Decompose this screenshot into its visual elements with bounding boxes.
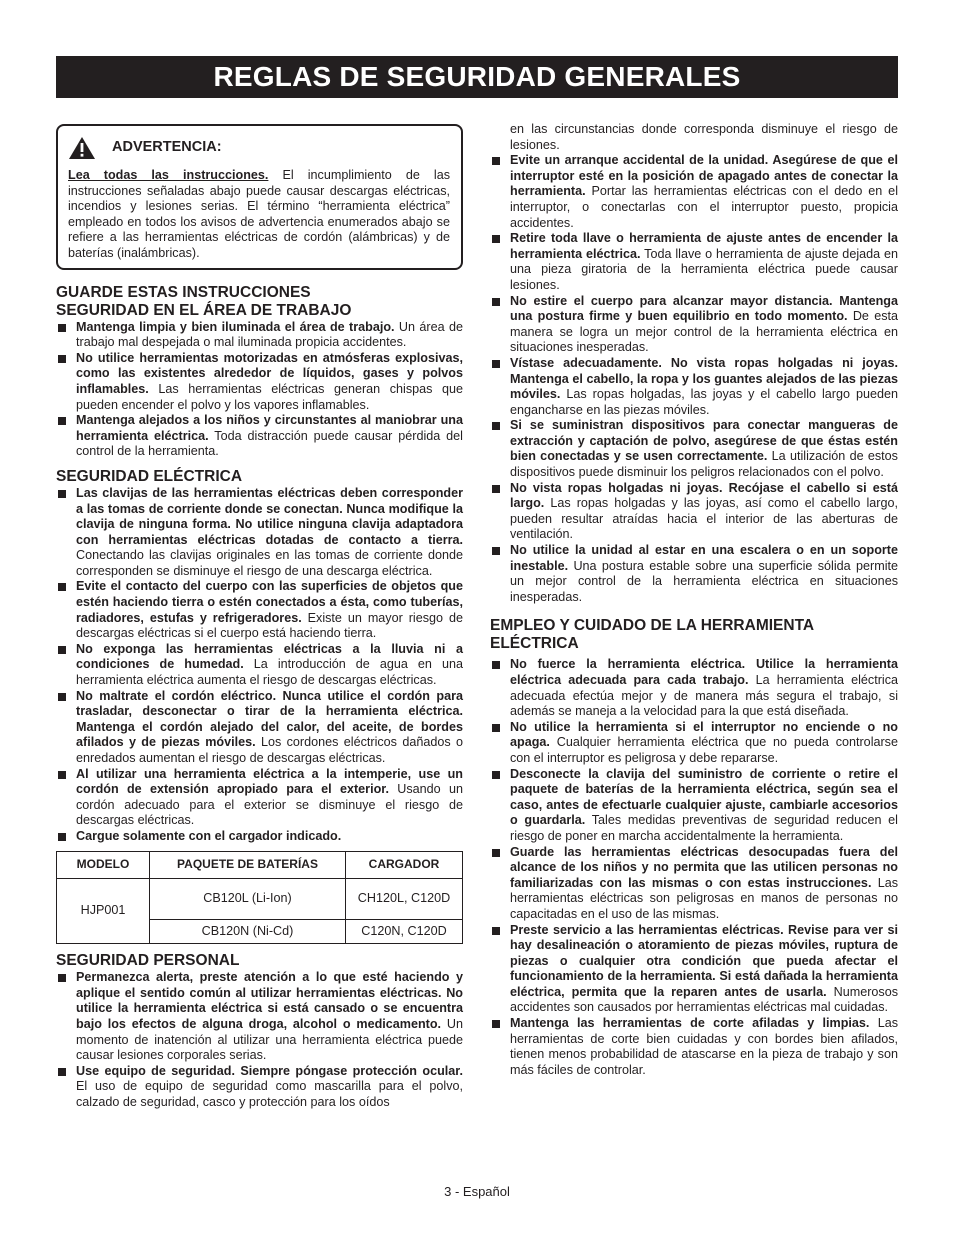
list-item-text: La introducción de agua en una herramienta eléctrica aumenta el riesgo de descargas eléctricas. (76, 657, 463, 688)
list-item-bold: Vístase adecuadamente. No vista ropas holgadas ni joyas. Mantenga el cabello, la ropa y los guantes alejados de las piezas móviles. (510, 355, 898, 402)
list-item-text: Numerosos accidentes son causados por herramientas eléctricas mal cuidadas. (510, 984, 899, 1015)
list-item (56, 689, 463, 767)
bullet-square-icon (58, 1068, 66, 1076)
bullet-square-icon (492, 661, 500, 669)
bullet-square-icon (58, 417, 66, 425)
list-item (56, 579, 463, 641)
list-item-text: Existe un mayor riesgo de descargas eléctricas si el cuerpo está haciendo tierra. (76, 610, 463, 641)
list-item (56, 767, 463, 829)
section-heading-save: GUARDE ESTAS INSTRUCCIONES (56, 283, 311, 301)
list-item (490, 481, 898, 543)
page-title: REGLAS DE SEGURIDAD GENERALES (213, 61, 741, 92)
bullet-square-icon (492, 927, 500, 935)
list-item-text: Toda llave o herramienta de ajuste dejada en una pieza giratoria de la herramienta eléctrica puede causar lesiones. (510, 246, 898, 292)
warning-heading (68, 136, 450, 160)
table-header-pack: PAQUETE DE BATERÍAS (150, 851, 346, 878)
list-item (490, 418, 898, 480)
table-header-charger: CARGADOR (346, 851, 463, 878)
list-item (56, 829, 463, 845)
list-item-text: Las herramientas eléctricas son peligrosas en manos de personas no capacitadas en el uso de las mismas. (510, 875, 898, 921)
list-item (490, 294, 898, 356)
list-item-bold: No vista ropas holgadas ni joyas. Recójase el cabello si está largo. (510, 480, 898, 511)
section-heading-personal: SEGURIDAD PERSONAL (56, 952, 240, 970)
list-item (56, 486, 463, 580)
list-item (490, 153, 898, 231)
list-item-bold: Mantenga las herramientas de corte afiladas y limpias. (510, 1016, 870, 1031)
bullet-square-icon (58, 355, 66, 363)
list-item (490, 657, 898, 719)
bullet-square-icon (492, 724, 500, 732)
list-item-bold: Guarde las herramientas eléctricas desocupadas fuera del alcance de los niños y no permita que las utilicen personas no familiarizadas con las mismas o con estas instrucciones. (510, 844, 898, 890)
electrical-list (56, 486, 463, 845)
list-item (490, 543, 898, 605)
list-item-bold: Evite el contacto del cuerpo con las superficies de objetos que estén haciendo tierra o estén conectados a ésta, como tuberías, radiadores, estufas y refrigeradores. (76, 579, 463, 625)
personal-list (56, 970, 463, 1110)
list-item-text: Un momento de inatención al utilizar una herramienta eléctrica puede causar lesiones corporales serias. (76, 1016, 463, 1063)
bullet-square-icon (492, 157, 500, 165)
warning-lead: Lea todas las instrucciones. (68, 168, 269, 182)
table-cell-charger: C120N, C120D (346, 919, 463, 944)
list-item-text: Toda distracción puede causar pérdida del control de la herramienta. (76, 428, 463, 459)
list-item-text: Los cordones eléctricos dañados o enredados aumentan el riesgo de descargas eléctricas. (76, 735, 464, 765)
list-item-bold: Retire toda llave o herramienta de ajuste antes de encender la herramienta eléctrica. (510, 231, 898, 261)
list-item-text: El uso de equipo de seguridad como mascarilla para el polvo, calzado de seguridad, casco y protección para los oídos (76, 1079, 463, 1109)
list-item (490, 767, 898, 845)
list-item-bold: No estire el cuerpo para alcanzar mayor distancia. Mantenga una postura firme y buen equilibrio en todo momento. (510, 293, 898, 324)
list-item-text: Tales medidas preventivas de seguridad reducen el riesgo de poner en marcha accidentalmente la herramienta. (510, 813, 898, 843)
list-item-bold: No utilice la herramienta si el interruptor no enciende o no apaga. (510, 719, 898, 750)
list-item-bold: No exponga las herramientas eléctricas a la lluvia ni a condiciones de humedad. (76, 641, 463, 672)
bullet-square-icon (58, 646, 66, 654)
list-item (56, 642, 463, 689)
list-item-text: Usando un cordón adecuado para el exterior se disminuye el riesgo de descargas eléctricas. (76, 782, 463, 828)
left-column (56, 124, 463, 1111)
warning-box (56, 124, 463, 270)
list-item-bold: No utilice herramientas motorizadas en atmósferas explosivas, como las existentes alrededor de líquidos, gases y polvos inflamables. (76, 350, 463, 396)
bullet-square-icon (492, 235, 500, 243)
list-item (490, 845, 898, 923)
list-item-text: Portar las herramientas eléctricas con el dedo en el interruptor, o conectarlas con el interruptor puesto, propicia accidentes. (510, 184, 898, 230)
list-item (56, 351, 463, 413)
warning-triangle-icon (68, 136, 96, 160)
table-cell-charger: CH120L, C120D (346, 878, 463, 919)
bullet-square-icon (58, 583, 66, 591)
bullet-square-icon (58, 693, 66, 701)
list-item (490, 231, 898, 293)
section-heading-tool-use-2: ELÉCTRICA (490, 635, 579, 653)
bullet-square-icon (492, 547, 500, 555)
page-footer: 3 - Español (444, 1184, 510, 1199)
work-area-list (56, 320, 463, 460)
list-item-bold: Permanezca alerta, preste atención a lo que esté haciendo y aplique el sentido común al utilizar herramientas eléctricas. No utilice la herramienta eléctrica si está cansado o se encuentra bajo los efectos de alguna droga, alcohol o medicamento. (76, 970, 463, 1031)
table-row (57, 878, 463, 919)
section-heading-tool-use: EMPLEO Y CUIDADO DE LA HERRAMIENTA (490, 617, 815, 635)
bullet-square-icon (58, 771, 66, 779)
bullet-square-icon (58, 324, 66, 332)
table-header-row (57, 851, 463, 878)
list-item-bold: No utilice la unidad al estar en una escalera o en un soporte inestable. (510, 543, 898, 573)
list-item-text: Un área de trabajo mal despejada o mal iluminada propicia accidentes. (76, 319, 464, 350)
list-item-bold: Mantenga alejados a los niños y circunstantes al maniobrar una herramienta eléctrica. (76, 413, 463, 443)
title-bar (56, 56, 898, 98)
warning-label: ADVERTENCIA: (112, 139, 222, 156)
list-item-text: Conectando las clavijas originales en las tomas de corriente donde corresponden se disminuye el riesgo de una descarga eléctrica. (76, 548, 463, 578)
list-item (490, 1016, 898, 1078)
list-item (56, 413, 463, 460)
bullet-square-icon (492, 422, 500, 430)
list-item-bold: Mantenga limpia y bien iluminada el área de trabajo. (76, 319, 395, 334)
list-item-bold: Si se suministran dispositivos para conectar mangueras de extracción y captación de polvo, asegúrese de que éstas estén bien conectadas y se usen correctamente. (510, 418, 898, 464)
list-item (56, 320, 463, 351)
bullet-square-icon (492, 771, 500, 779)
list-item-text: Las herramientas de corte bien cuidadas y con bordes bien afilados, tienen menos probabilidad de atascarse en la pieza de trabajo y son más fáciles de controlar. (510, 1016, 898, 1077)
table-cell-model: HJP001 (57, 878, 150, 944)
table-cell-pack: CB120L (Li-Ion) (150, 878, 346, 919)
list-item (56, 970, 463, 1064)
list-item-text: Las herramientas eléctricas generan chispas que pueden encender el polvo y los vapores inflamables. (76, 381, 463, 412)
list-item-text: Las ropas holgadas y las joyas, así como el cabello largo, pueden resultar atraídas hacia el interior de las aberturas de ventilación. (510, 496, 898, 542)
list-item-bold: Las clavijas de las herramientas eléctricas deben corresponder a las tomas de corriente donde se conectan. Nunca modifique la clavija de ninguna forma. No utilice ninguna clavija adaptadora con herramientas eléctricas dotadas de contacto a tierra. (76, 485, 463, 547)
list-item-text: Cualquier herramienta eléctrica que no pueda controlarse con el interruptor es peligrosa y debe repararse. (510, 735, 898, 765)
bullet-square-icon (58, 833, 66, 841)
warning-text (68, 168, 450, 262)
list-item (490, 923, 898, 1017)
list-item (490, 720, 898, 767)
bullet-square-icon (492, 1020, 500, 1028)
bullet-square-icon (492, 485, 500, 493)
bullet-square-icon (492, 849, 500, 857)
list-item-bold: No fuerce la herramienta eléctrica. Utilice la herramienta eléctrica adecuada para cada trabajo. (510, 657, 898, 687)
right-column (490, 122, 898, 1078)
list-item-bold: Cargue solamente con el cargador indicado. (76, 828, 342, 843)
bullet-square-icon (492, 298, 500, 306)
list-item (56, 1064, 463, 1111)
list-item-bold: Desconecte la clavija del suministro de corriente o retire el paquete de baterías de la herramienta eléctrica, según sea el caso, antes de efectuarle cualquier ajuste, cambiarle accesorios o guardarla. (510, 766, 898, 828)
warning-body-text: El incumplimiento de las instrucciones señaladas abajo puede causar descargas eléctricas, incendios y lesiones serias. El término “herramienta eléctrica” empleado en todos los avisos de advertencia enumerados abajo se refiere a las herramientas eléctricas de cordón (alámbricas) y de baterías (inalámbricas). (68, 168, 450, 260)
section-heading-electrical: SEGURIDAD ELÉCTRICA (56, 467, 243, 485)
tool-use-list (490, 657, 898, 1078)
continued-text: en las circunstancias donde corresponda disminuye el riesgo de lesiones. (510, 122, 898, 152)
list-item-text: La utilización de estos dispositivos puede disminuir los peligros relacionados con el polvo. (510, 449, 898, 480)
list-item-bold: Preste servicio a las herramientas eléctricas. Revise para ver si hay desalineación o atoramiento de piezas móviles, ruptura de piezas o cualquier otra condición que pueda afectar el funcionamiento de la herramienta. Si está dañada la herramienta eléctrica, permita que la reparen antes de usarla. (510, 922, 898, 999)
list-item-bold: Use equipo de seguridad. Siempre póngase protección ocular. (76, 1063, 463, 1078)
personal-list-continued (490, 153, 898, 605)
list-item (490, 356, 898, 418)
bullet-square-icon (492, 360, 500, 368)
bullet-square-icon (58, 974, 66, 982)
table-cell-pack: CB120N (Ni-Cd) (150, 919, 346, 944)
section-heading-work-area: SEGURIDAD EN EL ÁREA DE TRABAJO (56, 301, 352, 319)
table-header-model: MODELO (57, 851, 150, 878)
list-item-text: Las ropas holgadas, las joyas y el cabello largo pueden engancharse en las piezas móviles. (510, 387, 898, 417)
battery-charger-table (56, 851, 463, 945)
list-item-text: De esta manera se logra un mejor control de la herramienta eléctrica en situaciones inesperadas. (510, 309, 898, 355)
list-item-bold: No maltrate el cordón eléctrico. Nunca utilice el cordón para trasladar, desconectar o tirar de la herramienta eléctrica. Mantenga el cordón alejado del calor, del aceite, de bordes afilados y de piezas móviles. (76, 688, 463, 750)
bullet-square-icon (58, 490, 66, 498)
list-item-bold: Evite un arranque accidental de la unidad. Asegúrese de que el interruptor esté en la posición de apagado antes de conectar la herramienta. (510, 153, 898, 199)
list-item-text: Una postura estable sobre una superficie sólida permite un mejor control de la herramienta eléctrica en situaciones inesperadas. (510, 558, 898, 604)
list-item-text: La herramienta eléctrica adecuada efectúa mejor y de manera más segura el trabajo, si además se maneja a la velocidad para la que está diseñada. (510, 673, 898, 719)
list-item-bold: Al utilizar una herramienta eléctrica a la intemperie, use un cordón de extensión apropiado para el exterior. (76, 766, 463, 797)
